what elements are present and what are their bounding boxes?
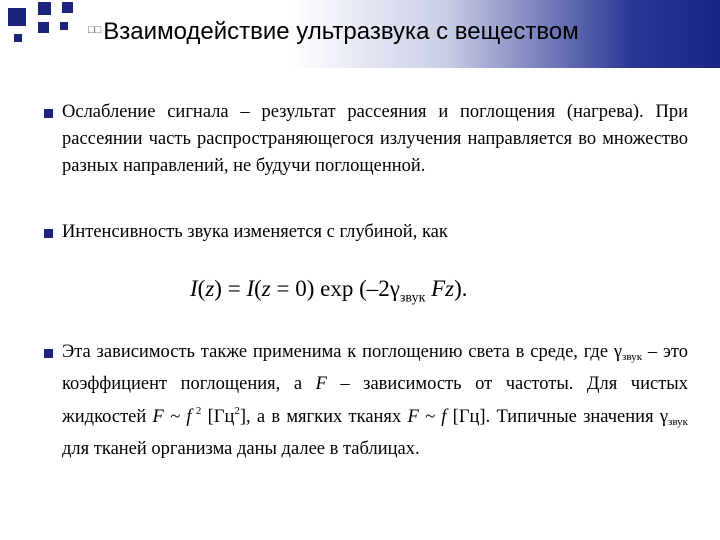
bullet3-f2: F ~ f <box>152 407 192 427</box>
deco-square-5 <box>60 22 68 30</box>
formula-p4: = 0) exp (–2γ <box>270 276 400 301</box>
bullet3-f3: F ~ f <box>407 407 447 427</box>
title-text: Взаимодействие ультразвука с веществом <box>103 18 579 45</box>
bullet-square-2 <box>44 229 53 238</box>
formula-p1: ( <box>197 276 206 301</box>
formula-p5: ). <box>454 276 468 301</box>
formula-z2: z <box>261 276 271 301</box>
intensity-formula <box>190 276 468 307</box>
formula-i2: I <box>246 276 255 301</box>
formula-z1: z <box>205 276 215 301</box>
bullet3-sup1: 2 <box>191 405 202 417</box>
bullet-square-3 <box>44 349 53 358</box>
formula-p3: ( <box>254 276 262 301</box>
deco-square-6 <box>14 34 22 42</box>
formula-i1: I <box>190 276 198 301</box>
deco-square-2 <box>38 2 51 15</box>
bullet3-sup2: 2 <box>234 405 240 417</box>
bullet3-sub2: звук <box>668 416 689 428</box>
slide-title <box>88 18 579 46</box>
deco-square-1 <box>8 8 26 26</box>
formula-fz: Fz <box>425 276 455 301</box>
bullet3-part6: [Гц]. Типичные значения γ <box>446 407 669 427</box>
bullet-square-1 <box>44 109 53 118</box>
bullet3-f1: F <box>315 374 327 394</box>
bullet-text-1: Ослабление сигнала – результат рассеяния и поглощения (нагрева). При рассеянии часть распространяющегося излучения направляется во множество разных направлений, не будучи поглощенной. <box>62 102 688 176</box>
bullet3-part1: Эта зависимость также применима к поглощению света в среде, где γ <box>62 342 623 362</box>
formula-p2: ) = <box>214 276 247 301</box>
formula-subscript: звук <box>399 290 426 306</box>
bullet3-part5: ], а в мягких тканях <box>239 407 408 427</box>
bullet3-sub1: звук <box>622 351 643 363</box>
bullet3-part3: – зависимость от частоты. Для чистых жидкостей <box>62 374 688 427</box>
title-prefix: □□ <box>88 24 102 36</box>
bullet3-part4: [Гц <box>201 407 235 427</box>
bullet3-part7: для тканей организма даны далее в таблицах. <box>62 439 420 459</box>
deco-square-4 <box>38 22 49 33</box>
bullet3-part2: – это коэффициент поглощения, а <box>62 342 688 394</box>
bullet-text-3 <box>62 339 688 463</box>
deco-square-3 <box>62 2 73 13</box>
bullet-text-2: Интенсивность звука изменяется с глубиной, как <box>62 222 448 242</box>
